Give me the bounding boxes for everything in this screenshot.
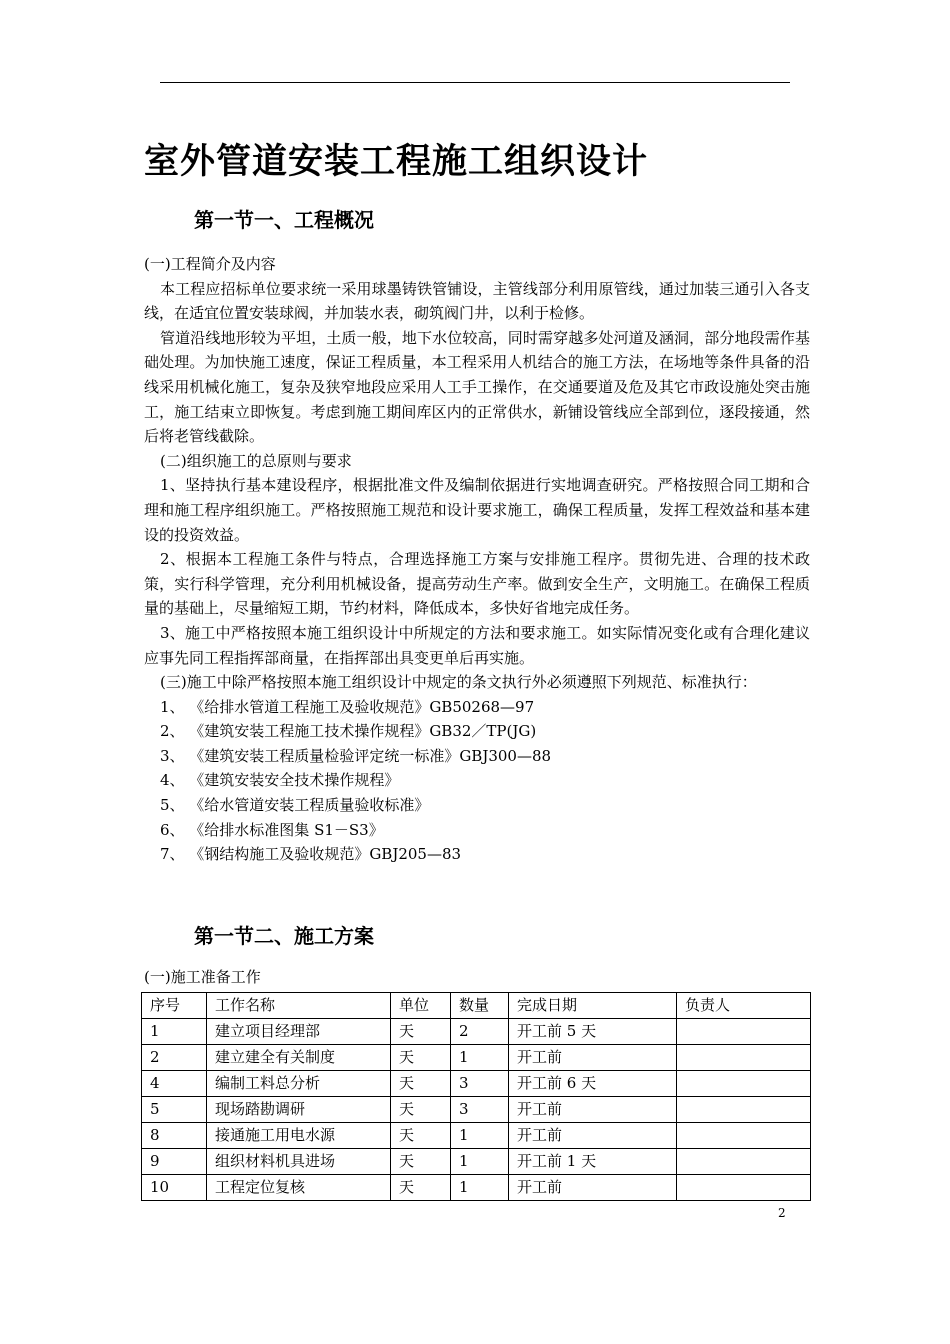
section-1-heading: 第一节一、工程概况 bbox=[194, 208, 374, 232]
cell: 天 bbox=[391, 1045, 451, 1071]
table-header-row bbox=[142, 993, 811, 1019]
cell: 4 bbox=[142, 1071, 207, 1097]
cell: 8 bbox=[142, 1123, 207, 1149]
cell: 2 bbox=[451, 1019, 509, 1045]
cell: 编制工料总分析 bbox=[207, 1071, 391, 1097]
cell bbox=[677, 1071, 811, 1097]
principle-2: 2、根据本工程施工条件与特点，合理选择施工方案与安排施工程序。贯彻先进、合理的技术政策，实行科学管理，充分利用机械设备，提高劳动生产率。做到安全生产，文明施工。在确保工程质量的基础上，尽量缩短工期，节约材料，降低成本，多快好省地完成任务。 bbox=[144, 550, 810, 618]
header-rule bbox=[160, 82, 790, 83]
subheading-principles: (二)组织施工的总原则与要求 bbox=[160, 451, 352, 470]
cell: 现场踏勘调研 bbox=[207, 1097, 391, 1123]
cell bbox=[677, 1149, 811, 1175]
cell: 工程定位复核 bbox=[207, 1175, 391, 1201]
standard-item: 3、 《建筑安装工程质量检验评定统一标准》GBJ300—88 bbox=[160, 746, 552, 765]
cell: 天 bbox=[391, 1097, 451, 1123]
table-row bbox=[142, 1019, 811, 1045]
subheading-standards: (三)施工中除严格按照本施工组织设计中规定的条文执行外必须遵照下列规范、标准执行： bbox=[160, 673, 757, 692]
header-cell: 完成日期 bbox=[509, 993, 677, 1019]
cell bbox=[677, 1123, 811, 1149]
cell bbox=[677, 1019, 811, 1045]
cell: 建立项目经理部 bbox=[207, 1019, 391, 1045]
cell: 开工前 5 天 bbox=[509, 1019, 677, 1045]
section-1-body bbox=[144, 252, 810, 867]
header-cell: 数量 bbox=[451, 993, 509, 1019]
header-cell: 单位 bbox=[391, 993, 451, 1019]
cell: 组织材料机具进场 bbox=[207, 1149, 391, 1175]
cell: 开工前 6 天 bbox=[509, 1071, 677, 1097]
page-number: 2 bbox=[778, 1206, 786, 1220]
cell: 5 bbox=[142, 1097, 207, 1123]
cell: 9 bbox=[142, 1149, 207, 1175]
principle-1: 1、坚持执行基本建设程序，根据批准文件及编制依据进行实地调查研究。严格按照合同工期和合理和施工程序组织施工。严格按照施工规范和设计要求施工，确保工程质量，发挥工程效益和基本建设的投资效益。 bbox=[144, 476, 810, 544]
cell: 接通施工用电水源 bbox=[207, 1123, 391, 1149]
subheading-preparation: (一)施工准备工作 bbox=[144, 968, 261, 986]
cell: 2 bbox=[142, 1045, 207, 1071]
cell: 3 bbox=[451, 1071, 509, 1097]
header-cell: 负责人 bbox=[677, 993, 811, 1019]
cell: 开工前 bbox=[509, 1175, 677, 1201]
table-row bbox=[142, 1097, 811, 1123]
table-row bbox=[142, 1149, 811, 1175]
document-title: 室外管道安装工程施工组织设计 bbox=[144, 142, 649, 182]
subheading-intro: (一)工程简介及内容 bbox=[144, 255, 276, 273]
cell: 建立建全有关制度 bbox=[207, 1045, 391, 1071]
cell: 1 bbox=[142, 1019, 207, 1045]
paragraph-terrain: 管道沿线地形较为平坦，土质一般，地下水位较高，同时需穿越多处河道及涵洞，部分地段需作基础处理。为加快施工速度，保证工程质量，本工程采用人机结合的施工方法，在场地等条件具备的沿线采用机械化施工，复杂及狭窄地段应采用人工手工操作，在交通要道及危及其它市政设施处突击施工，施工结束立即恢复。考虑到施工期间库区内的正常供水，新铺设管线应全部到位，逐段接通，然后将老管线截除。 bbox=[144, 328, 810, 446]
cell: 3 bbox=[451, 1097, 509, 1123]
paragraph-intro: 本工程应招标单位要求统一采用球墨铸铁管铺设，主管线部分利用原管线，通过加装三通引入各支线，在适宜位置安装球阀，并加装水表，砌筑阀门井，以利于检修。 bbox=[144, 279, 810, 323]
header-cell: 工作名称 bbox=[207, 993, 391, 1019]
table-row bbox=[142, 1175, 811, 1201]
cell: 开工前 bbox=[509, 1097, 677, 1123]
cell bbox=[677, 1175, 811, 1201]
cell: 1 bbox=[451, 1175, 509, 1201]
cell: 天 bbox=[391, 1071, 451, 1097]
cell: 开工前 bbox=[509, 1045, 677, 1071]
table-row bbox=[142, 1123, 811, 1149]
cell: 开工前 bbox=[509, 1123, 677, 1149]
cell: 天 bbox=[391, 1019, 451, 1045]
cell: 10 bbox=[142, 1175, 207, 1201]
cell bbox=[677, 1097, 811, 1123]
header-cell: 序号 bbox=[142, 993, 207, 1019]
standard-item: 7、 《钢结构施工及验收规范》GBJ205—83 bbox=[160, 845, 462, 864]
standard-item: 5、 《给水管道安装工程质量验收标准》 bbox=[160, 796, 430, 815]
standard-item: 6、 《给排水标准图集 S1－S3》 bbox=[160, 820, 384, 839]
cell: 1 bbox=[451, 1149, 509, 1175]
cell: 开工前 1 天 bbox=[509, 1149, 677, 1175]
cell: 天 bbox=[391, 1149, 451, 1175]
table-row bbox=[142, 1071, 811, 1097]
cell bbox=[677, 1045, 811, 1071]
cell: 1 bbox=[451, 1123, 509, 1149]
standard-item: 1、 《给排水管道工程施工及验收规范》GB50268—97 bbox=[160, 697, 535, 716]
standard-item: 4、 《建筑安装安全技术操作规程》 bbox=[160, 771, 400, 790]
cell: 天 bbox=[391, 1175, 451, 1201]
section-2-heading: 第一节二、施工方案 bbox=[194, 924, 374, 948]
standard-item: 2、 《建筑安装工程施工技术操作规程》GB32／TP(JG) bbox=[160, 722, 537, 741]
cell: 1 bbox=[451, 1045, 509, 1071]
preparation-table bbox=[141, 992, 811, 1201]
table-row bbox=[142, 1045, 811, 1071]
principle-3: 3、施工中严格按照本施工组织设计中所规定的方法和要求施工。如实际情况变化或有合理化建议应事先同工程指挥部商量，在指挥部出具变更单后再实施。 bbox=[144, 623, 810, 667]
cell: 天 bbox=[391, 1123, 451, 1149]
